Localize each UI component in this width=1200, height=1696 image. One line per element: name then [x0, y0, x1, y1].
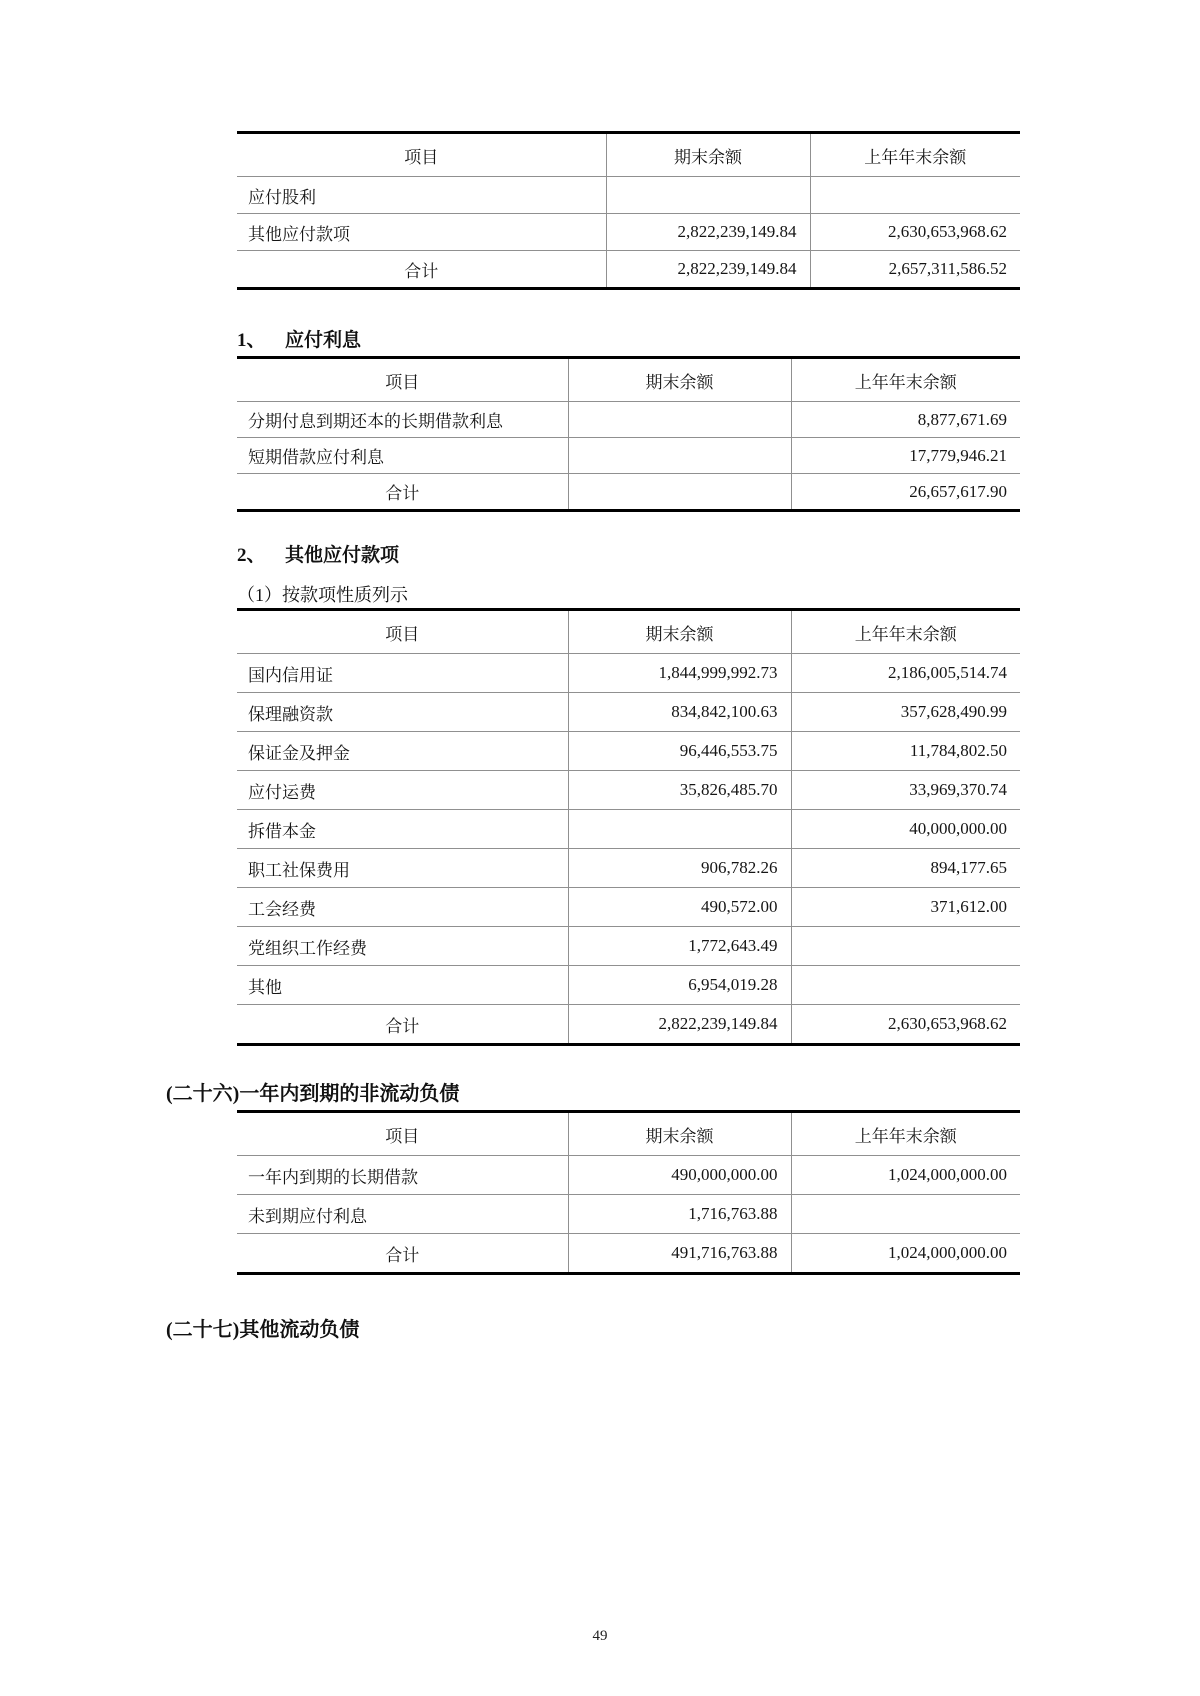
- prior-year-balance-cell: 11,784,802.50: [791, 732, 1020, 771]
- column-header-closing-balance: 期末余额: [568, 358, 791, 402]
- section-2-heading: [237, 540, 399, 567]
- section-2-title: 其他应付款项: [285, 545, 400, 566]
- page-number: 49: [592, 1628, 608, 1644]
- total-label-cell: 合计: [385, 1245, 420, 1265]
- closing-balance-cell: 35,826,485.70: [568, 771, 791, 810]
- prior-year-balance-cell: 2,630,653,968.62: [810, 214, 1020, 251]
- prior-year-balance-cell: 2,186,005,514.74: [791, 654, 1020, 693]
- total-label-cell: 合计: [385, 484, 420, 503]
- item-cell: 保理融资款: [248, 704, 333, 724]
- closing-balance-cell: 1,716,763.88: [568, 1195, 791, 1234]
- column-header-item: 项目: [404, 147, 439, 167]
- table-row: [237, 438, 1020, 474]
- table-row: [237, 849, 1020, 888]
- closing-balance-cell: 2,822,239,149.84: [606, 214, 810, 251]
- column-header-closing-balance: 期末余额: [606, 133, 810, 177]
- closing-balance-cell: [606, 177, 810, 214]
- payables-summary-table: [237, 131, 1020, 290]
- table-row: [237, 732, 1020, 771]
- item-cell: 短期借款应付利息: [248, 448, 384, 467]
- closing-balance-cell: [568, 810, 791, 849]
- total-label-cell: 合计: [385, 1016, 420, 1036]
- prior-year-balance-cell: 33,969,370.74: [791, 771, 1020, 810]
- closing-balance-cell: 834,842,100.63: [568, 693, 791, 732]
- table-row: [237, 966, 1020, 1005]
- column-header-prior-year-balance: 上年年末余额: [791, 610, 1020, 654]
- table-row: [237, 402, 1020, 438]
- table-row: [237, 888, 1020, 927]
- total-row: [237, 1005, 1020, 1045]
- section-2-number: 2、: [237, 545, 266, 566]
- closing-balance-cell: [568, 402, 791, 438]
- total-label-cell: 合计: [404, 261, 439, 281]
- closing-balance-cell: 96,446,553.75: [568, 732, 791, 771]
- prior-year-balance-cell: [791, 927, 1020, 966]
- prior-year-balance-cell: 40,000,000.00: [791, 810, 1020, 849]
- table-row: [237, 1156, 1020, 1195]
- item-cell: 应付股利: [248, 187, 316, 207]
- header-row: [237, 133, 1020, 177]
- item-cell: 一年内到期的长期借款: [248, 1167, 418, 1187]
- table-row: [237, 1195, 1020, 1234]
- total-row: [237, 474, 1020, 511]
- item-cell: 其他应付款项: [248, 224, 350, 244]
- prior-year-balance-cell: [791, 1195, 1020, 1234]
- item-cell: 保证金及押金: [248, 743, 350, 763]
- header-row: [237, 358, 1020, 402]
- header-row: [237, 610, 1020, 654]
- column-header-closing-balance: 期末余额: [568, 610, 791, 654]
- item-cell: 拆借本金: [248, 821, 316, 841]
- closing-balance-cell: 1,772,643.49: [568, 927, 791, 966]
- prior-year-balance-cell: 8,877,671.69: [791, 402, 1020, 438]
- item-cell: 应付运费: [248, 782, 316, 802]
- item-cell: 其他: [248, 977, 282, 997]
- closing-balance-cell: [568, 474, 791, 511]
- section-2-sub-label: （1）按款项性质列示: [237, 585, 408, 605]
- closing-balance-cell: 490,000,000.00: [568, 1156, 791, 1195]
- item-cell: 未到期应付利息: [248, 1206, 367, 1226]
- table-row: [237, 654, 1020, 693]
- closing-balance-cell: 490,572.00: [568, 888, 791, 927]
- noncurrent-liabilities-due-within-one-year-table: [237, 1110, 1020, 1275]
- item-cell: 职工社保费用: [248, 860, 350, 880]
- item-cell: 党组织工作经费: [248, 938, 367, 958]
- section-1-title: 应付利息: [285, 330, 362, 351]
- table-row: [237, 927, 1020, 966]
- prior-year-balance-cell: 17,779,946.21: [791, 438, 1020, 474]
- column-header-closing-balance: 期末余额: [568, 1112, 791, 1156]
- section-27-heading: (二十七)其他流动负债: [166, 1319, 360, 1341]
- closing-balance-cell: 1,844,999,992.73: [568, 654, 791, 693]
- closing-balance-cell: 6,954,019.28: [568, 966, 791, 1005]
- table-row: [237, 214, 1020, 251]
- prior-year-balance-cell: 1,024,000,000.00: [791, 1234, 1020, 1274]
- prior-year-balance-cell: 26,657,617.90: [791, 474, 1020, 511]
- column-header-prior-year-balance: 上年年末余额: [791, 1112, 1020, 1156]
- item-cell: 国内信用证: [248, 665, 333, 685]
- item-cell: 工会经费: [248, 899, 316, 919]
- table-row: [237, 177, 1020, 214]
- section-26-heading: (二十六)一年内到期的非流动负债: [166, 1083, 460, 1105]
- prior-year-balance-cell: 894,177.65: [791, 849, 1020, 888]
- prior-year-balance-cell: 2,630,653,968.62: [791, 1005, 1020, 1045]
- interest-payable-table: [237, 356, 1020, 512]
- table-row: [237, 771, 1020, 810]
- column-header-prior-year-balance: 上年年末余额: [791, 358, 1020, 402]
- prior-year-balance-cell: 371,612.00: [791, 888, 1020, 927]
- column-header-prior-year-balance: 上年年末余额: [810, 133, 1020, 177]
- closing-balance-cell: 906,782.26: [568, 849, 791, 888]
- closing-balance-cell: 2,822,239,149.84: [568, 1005, 791, 1045]
- table-row: [237, 810, 1020, 849]
- other-payables-by-nature-table: [237, 608, 1020, 1046]
- closing-balance-cell: 2,822,239,149.84: [606, 251, 810, 289]
- prior-year-balance-cell: 357,628,490.99: [791, 693, 1020, 732]
- header-row: [237, 1112, 1020, 1156]
- total-row: [237, 251, 1020, 289]
- prior-year-balance-cell: [791, 966, 1020, 1005]
- prior-year-balance-cell: 2,657,311,586.52: [810, 251, 1020, 289]
- prior-year-balance-cell: 1,024,000,000.00: [791, 1156, 1020, 1195]
- total-row: [237, 1234, 1020, 1274]
- section-1-heading: [237, 325, 361, 352]
- closing-balance-cell: [568, 438, 791, 474]
- column-header-item: 项目: [385, 624, 420, 644]
- column-header-item: 项目: [385, 1126, 420, 1146]
- prior-year-balance-cell: [810, 177, 1020, 214]
- table-row: [237, 693, 1020, 732]
- item-cell: 分期付息到期还本的长期借款利息: [248, 412, 503, 431]
- column-header-item: 项目: [385, 372, 420, 392]
- section-1-number: 1、: [237, 330, 266, 351]
- closing-balance-cell: 491,716,763.88: [568, 1234, 791, 1274]
